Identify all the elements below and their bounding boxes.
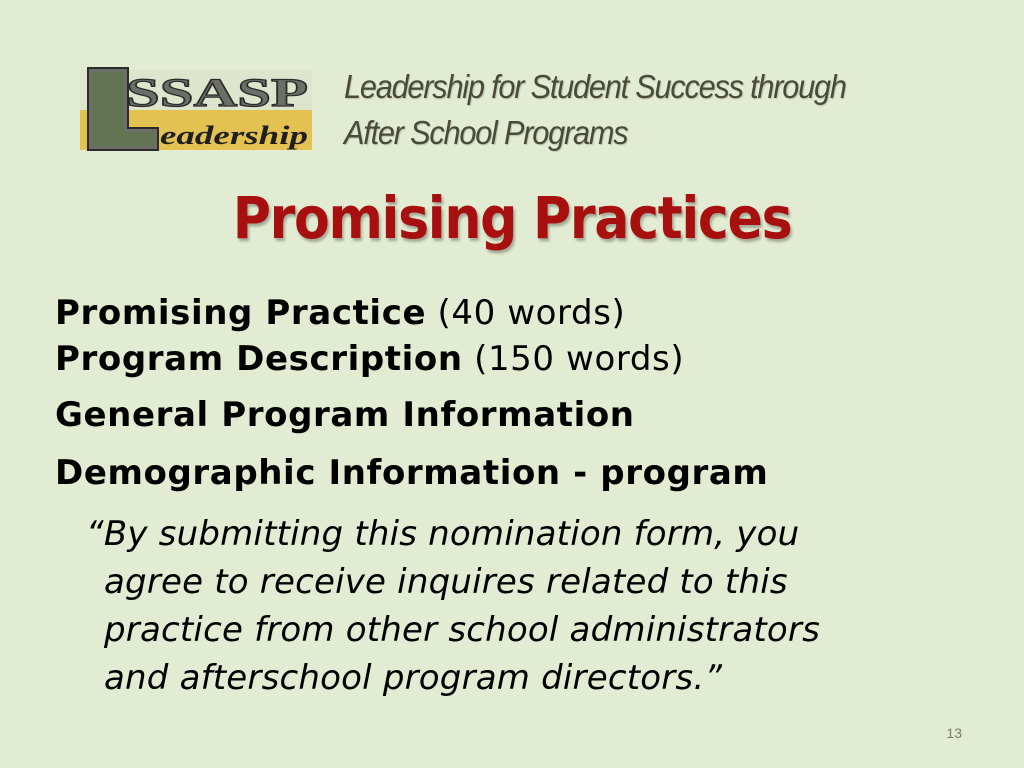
content-list	[55, 290, 995, 496]
item-label: General Program Information	[55, 395, 635, 435]
slide-title: Promising Practices	[232, 184, 792, 252]
list-item-promising-practice	[55, 290, 995, 336]
quote-line-4: and afterschool program directors.”	[104, 658, 723, 698]
item-label: Demographic Information - program	[55, 453, 769, 493]
item-word-count: (40 words)	[426, 293, 626, 333]
list-item-demographic-information	[55, 450, 995, 496]
item-label: Program Description	[55, 339, 463, 379]
item-label: Promising Practice	[55, 293, 427, 333]
quote-line-2: agree to receive inquires related to this	[104, 562, 788, 602]
list-item-general-program-information	[55, 392, 995, 438]
nomination-quote	[86, 510, 966, 702]
logo-top-text: SSASP	[126, 70, 308, 115]
lssasp-logo	[80, 66, 312, 154]
quote-line-1: “By submitting this nomination form, you	[86, 514, 800, 554]
tagline-line-2: After School Programs	[344, 114, 628, 151]
item-word-count: (150 words)	[462, 339, 685, 379]
quote-line-3: practice from other school administrators	[104, 610, 821, 650]
list-item-program-description	[55, 336, 995, 382]
tagline-line-1: Leadership for Student Success through	[344, 68, 846, 105]
slide-number: 13	[946, 725, 962, 741]
logo-bottom-text: eadership	[160, 121, 308, 150]
header-tagline	[344, 64, 921, 156]
